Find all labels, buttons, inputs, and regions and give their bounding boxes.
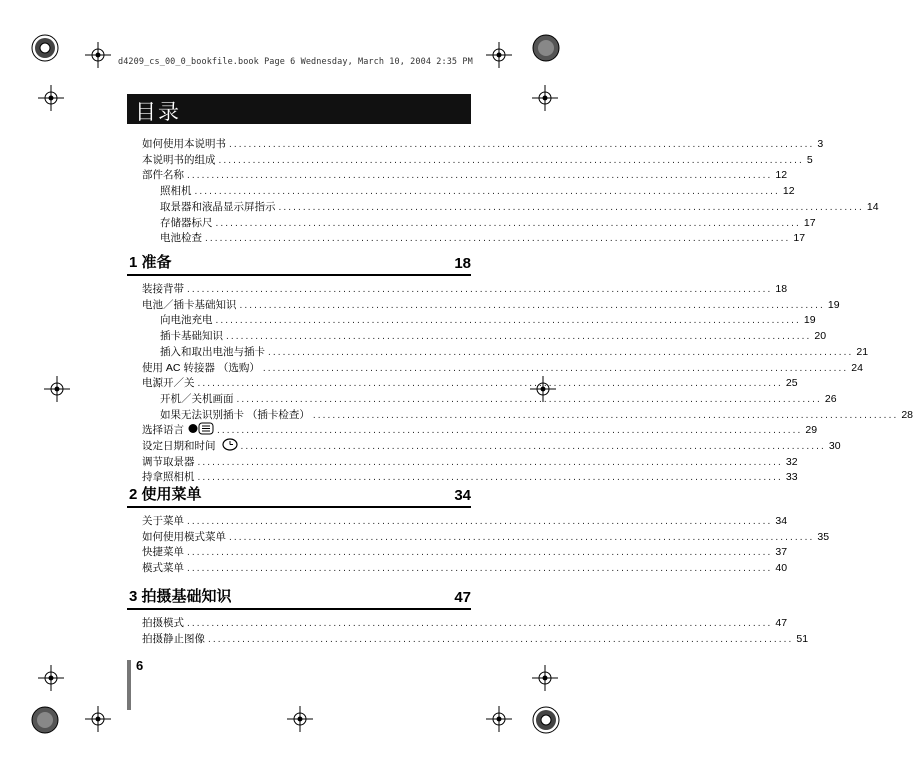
toc-entry-page: 37 — [775, 546, 788, 559]
toc-entry — [142, 298, 840, 312]
section-page: 47 — [454, 589, 471, 606]
toc-entry-page: 3 — [817, 138, 824, 150]
clock-icon — [216, 438, 238, 453]
page-number: 6 — [136, 658, 144, 673]
crosshair-icon — [486, 706, 512, 732]
dot-leader: ........................................................................................................................ — [187, 170, 773, 182]
toc-entry — [160, 231, 806, 245]
crosshair-icon — [38, 665, 64, 691]
toc-entry — [142, 282, 788, 296]
dot-leader: ........................................................................................................................ — [240, 441, 826, 452]
section-heading — [129, 250, 471, 272]
dot-leader: ........................................................................................................................ — [187, 563, 773, 575]
dot-leader: ........................................................................................................................ — [197, 378, 783, 390]
toc-entry-page: 17 — [793, 232, 806, 245]
dot-leader: ........................................................................................................................ — [208, 633, 794, 645]
toc-entry-page: 51 — [796, 632, 809, 645]
toc-entry-label: 调节取景器 — [142, 455, 195, 468]
toc-entry-page: 40 — [775, 562, 788, 575]
toc-entry-label: 选择语言 — [142, 424, 184, 437]
color-registration-mark-icon — [30, 705, 60, 735]
toc-entry — [160, 392, 837, 406]
toc-entry-label: 如何使用本说明书 — [142, 138, 226, 150]
toc-entry-label: 取景器和液晶显示屏指示 — [160, 200, 276, 213]
crosshair-icon — [287, 706, 313, 732]
toc-entry-label: 如果无法识别插卡 （插卡检查） — [160, 408, 310, 421]
toc-entry — [160, 345, 869, 359]
section-page: 34 — [454, 487, 471, 504]
toc-entry — [160, 313, 816, 327]
dot-leader: ........................................................................................................................ — [197, 472, 783, 484]
crosshair-icon — [532, 665, 558, 691]
toc-entry-page: 25 — [785, 377, 798, 390]
toc-entry — [142, 545, 788, 559]
toc-entry — [160, 200, 879, 214]
toc-entry-page: 28 — [901, 408, 913, 421]
toc-entry — [142, 137, 824, 151]
toc-entry — [142, 423, 818, 437]
toc-entry — [160, 184, 795, 198]
toc-entry — [160, 216, 816, 230]
toc-entry — [142, 561, 788, 575]
toc-entry — [142, 153, 813, 167]
toc-entry-label: 插入和取出电池与插卡 — [160, 345, 265, 358]
toc-entry-label: 电池／插卡基础知识 — [142, 298, 237, 311]
toc-entry-page: 21 — [856, 345, 869, 358]
toc-entry — [142, 632, 809, 646]
toc-entry-label: 电源开／关 — [142, 377, 195, 390]
toc-entry — [160, 408, 913, 422]
crosshair-icon — [85, 42, 111, 68]
toc-entry-label: 本说明书的组成 — [142, 153, 216, 166]
toc-entry — [142, 530, 830, 544]
toc-entry — [142, 361, 863, 375]
toc-entry — [142, 168, 788, 182]
toc-entry-page: 26 — [824, 392, 837, 405]
toc-entry — [142, 616, 788, 630]
section-rule — [127, 608, 471, 610]
section-title: 2 使用菜单 — [129, 486, 202, 503]
toc-entry-page: 32 — [785, 455, 798, 468]
toc-entry-label: 持拿照相机 — [142, 471, 195, 484]
toc-entry-page: 20 — [814, 330, 827, 343]
section-heading — [129, 482, 471, 504]
dot-leader: ........................................................................................................................ — [236, 393, 822, 405]
toc-entry — [142, 376, 798, 390]
toc-entry — [142, 439, 841, 453]
registration-mark-icon — [531, 705, 561, 735]
section-page: 18 — [454, 255, 471, 272]
toc-entry-page: 33 — [785, 471, 798, 484]
dot-leader: ........................................................................................................................ — [187, 618, 773, 629]
dot-leader: ........................................................................................................................ — [229, 139, 815, 150]
file-header: d4209_cs_00_0_bookfile.book Page 6 Wednesday, March 10, 2004 2:35 PM — [118, 57, 473, 67]
language-icon — [184, 422, 214, 437]
toc-entry-page: 47 — [775, 617, 788, 629]
section-heading — [129, 584, 471, 606]
crosshair-icon — [532, 85, 558, 111]
dot-leader: ........................................................................................................................ — [268, 346, 854, 358]
toc-entry-page: 18 — [775, 283, 788, 295]
dot-leader: ........................................................................................................................ — [215, 217, 801, 229]
toc-entry-page: 12 — [782, 185, 795, 198]
toc-entry-label: 向电池充电 — [160, 314, 213, 327]
toc-entry-label: 拍摄模式 — [142, 617, 184, 629]
dot-leader: ........................................................................................................................ — [278, 201, 864, 213]
section-rule — [127, 274, 471, 276]
toc-entry-label: 存储器标尺 — [160, 216, 213, 229]
section-title: 1 准备 — [129, 254, 172, 271]
dot-leader: ........................................................................................................................ — [187, 547, 773, 559]
toc-entry-page: 19 — [803, 314, 816, 327]
toc-entry-page: 29 — [805, 424, 818, 437]
toc-entry — [160, 329, 827, 343]
dot-leader: ........................................................................................................................ — [205, 233, 791, 245]
dot-leader: ........................................................................................................................ — [187, 516, 773, 527]
toc-entry-label: 如何使用模式菜单 — [142, 530, 226, 543]
dot-leader: ........................................................................................................................ — [187, 284, 773, 295]
dot-leader: ........................................................................................................................ — [194, 186, 780, 198]
toc-entry-label: 模式菜单 — [142, 562, 184, 575]
section-rule — [127, 506, 471, 508]
toc-entry-label: 电池检查 — [160, 232, 202, 245]
crosshair-icon — [44, 376, 70, 402]
toc-entry-label: 使用 AC 转接器 （选购） — [142, 361, 260, 374]
toc-entry-page: 24 — [851, 361, 863, 374]
toc-entry-label: 开机／关机画面 — [160, 392, 234, 405]
dot-leader: ........................................................................................................................ — [262, 362, 849, 374]
toc-entry-page: 5 — [806, 153, 813, 166]
crosshair-icon — [486, 42, 512, 68]
toc-entry — [142, 514, 788, 528]
toc-entry-page: 12 — [775, 169, 788, 182]
dot-leader: ........................................................................................................................ — [312, 409, 899, 421]
section-title: 3 拍摄基础知识 — [129, 588, 232, 605]
toc-entry-label: 插卡基础知识 — [160, 330, 223, 343]
toc-entry-label: 设定日期和时间 — [142, 440, 216, 452]
toc-entry-label: 拍摄静止图像 — [142, 632, 205, 645]
dot-leader: ........................................................................................................................ — [215, 315, 801, 327]
color-registration-mark-icon — [531, 33, 561, 63]
toc-entry-label: 照相机 — [160, 185, 192, 198]
dot-leader: ........................................................................................................................ — [218, 154, 804, 166]
toc-entry-page: 30 — [828, 440, 841, 452]
toc-entry-page: 17 — [803, 216, 816, 229]
crosshair-icon — [85, 706, 111, 732]
toc-entry-page: 34 — [775, 515, 788, 527]
toc-entry-label: 部件名称 — [142, 169, 184, 182]
title-bar — [127, 94, 471, 124]
dot-leader: ........................................................................................................................ — [229, 531, 815, 543]
page-title: 目录 — [135, 100, 181, 124]
side-bar — [127, 660, 131, 710]
toc-entry — [142, 455, 798, 469]
toc-entry-label: 装接背带 — [142, 283, 184, 295]
toc-entry-label: 快捷菜单 — [142, 546, 184, 559]
dot-leader: ........................................................................................................................ — [197, 456, 783, 468]
dot-leader: ........................................................................................................................ — [226, 331, 812, 343]
dot-leader: ........................................................................................................................ — [217, 425, 803, 437]
toc-entry-page: 19 — [827, 298, 840, 311]
toc-entry-page: 14 — [866, 200, 879, 213]
crosshair-icon — [38, 85, 64, 111]
toc-entry-label: 关于菜单 — [142, 515, 184, 527]
registration-mark-icon — [30, 33, 60, 63]
dot-leader: ........................................................................................................................ — [239, 299, 825, 311]
toc-entry-page: 35 — [817, 530, 830, 543]
